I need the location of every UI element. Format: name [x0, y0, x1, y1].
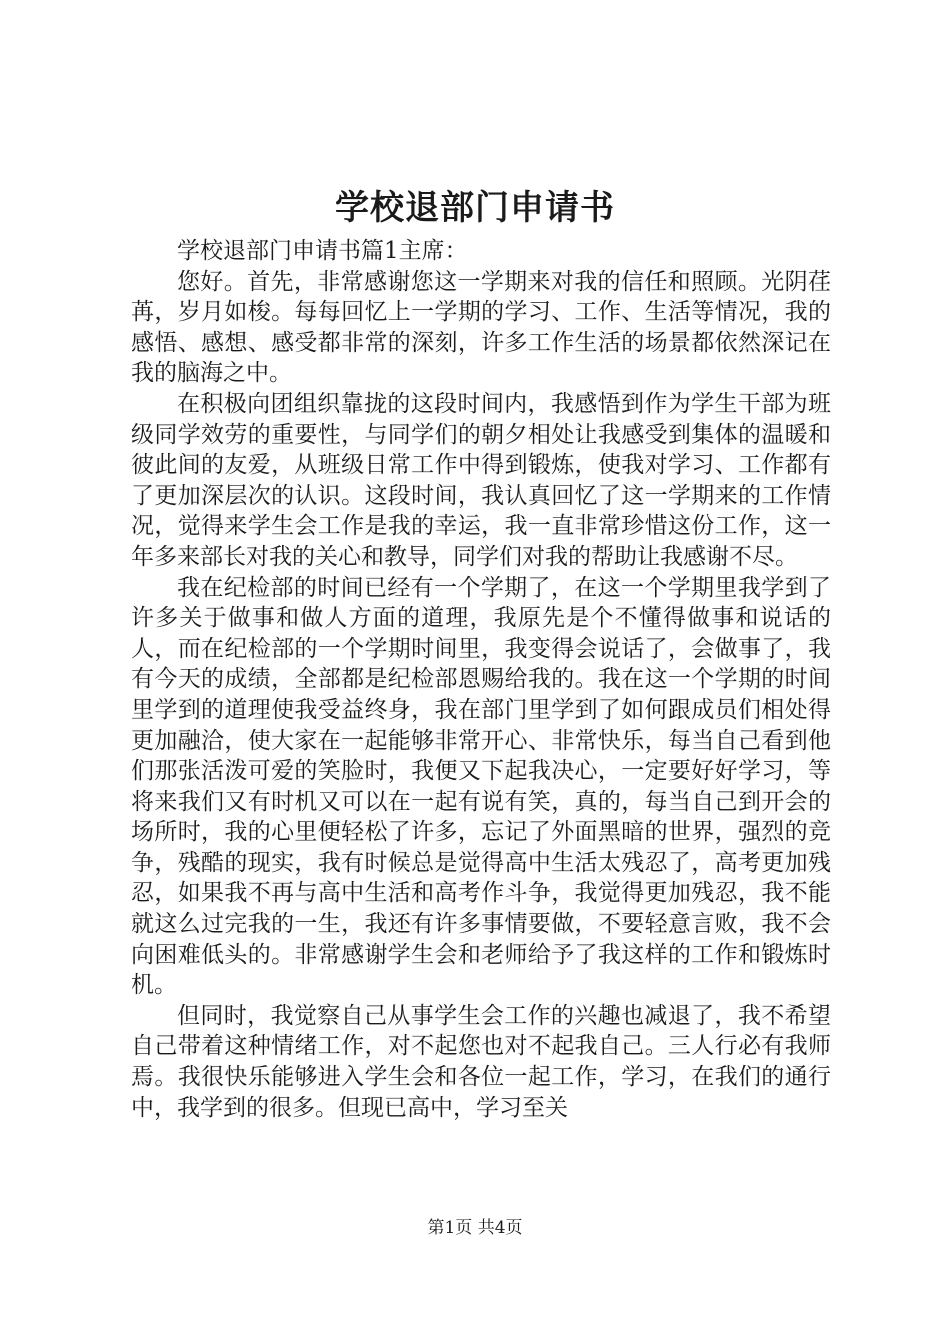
page-number-footer: 第1页 共4页 [427, 1218, 523, 1238]
document-title: 学校退部门申请书 [335, 188, 615, 228]
paragraph: 您好。首先，非常感谢您这一学期来对我的信任和照顾。光阴荏苒，岁月如梭。每每回忆上一学期的学习、工作、生活等情况，我的感悟、感想、感受都非常的深刻，许多工作生活的场景都依然深记在我的脑海之中。 [131, 268, 831, 387]
paragraph: 在积极向团组织靠拢的这段时间内，我感悟到作为学生干部为班级同学效劳的重要性，与同学们的朝夕相处让我感受到集体的温暖和彼此间的友爱，从班级日常工作中得到锻炼，使我对学习、工作都有了更加深层次的认识。这段时间，我认真回忆了这一学期来的工作情况，觉得来学生会工作是我的幸运，我一直非常珍惜这份工作，这一年多来部长对我的关心和教导，同学们对我的帮助让我感谢不尽。 [131, 390, 831, 570]
paragraph-salutation: 学校退部门申请书篇1主席： [177, 238, 468, 264]
document-body [131, 236, 831, 1123]
paragraph: 但同时，我觉察自己从事学生会工作的兴趣也减退了，我不希望自己带着这种情绪工作，对不起您也对不起我自己。三人行必有我师焉。我很快乐能够进入学生会和各位一起工作，学习，在我们的通行中，我学到的很多。但现已高中，学习至关 [131, 1002, 831, 1121]
paragraph: 我在纪检部的时间已经有一个学期了，在这一个学期里我学到了许多关于做事和做人方面的道理，我原先是个不懂得做事和说话的人，而在纪检部的一个学期时间里，我变得会说话了，会做事了，我有今天的成绩，全部都是纪检部恩赐给我的。我在这一个学期的时间里学到的道理使我受益终身，我在部门里学到了如何跟成员们相处得更加融洽，使大家在一起能够非常开心、非常快乐，每当自己看到他们那张活泼可爱的笑脸时，我便又下起我决心，一定要好好学习，等将来我们又有时机又可以在一起有说有笑，真的，每当自己到开会的场所时，我的心里便轻松了许多，忘记了外面黑暗的世界，强烈的竞争，残酷的现实，我有时候总是觉得高中生活太残忍了，高考更加残忍，如果我不再与高中生活和高考作斗争，我觉得更加残忍，我不能就这么过完我的一生，我还有许多事情要做，不要轻意言败，我不会向困难低头的。非常感谢学生会和老师给予了我这样的工作和锻炼时机。 [131, 574, 831, 999]
